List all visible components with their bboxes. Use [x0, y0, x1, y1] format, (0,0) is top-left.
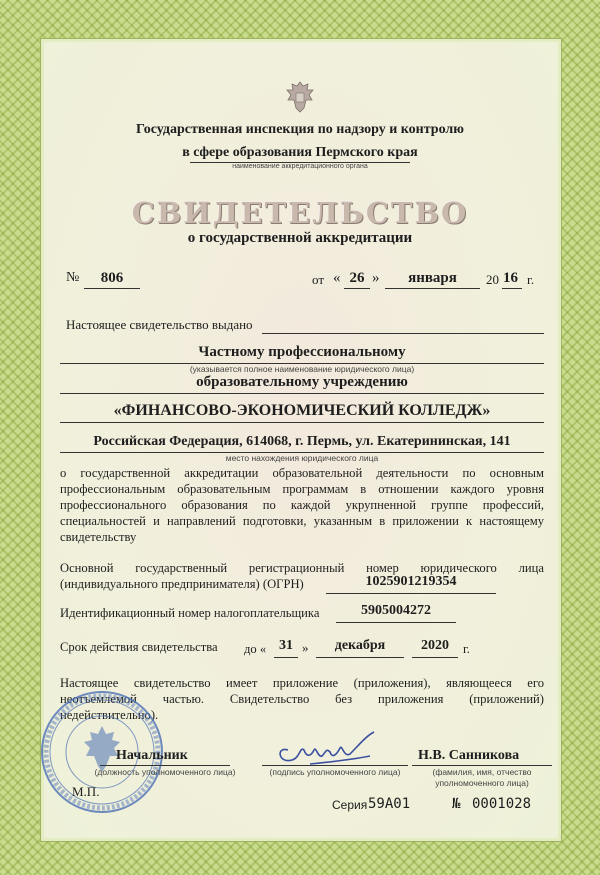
address-caption: место нахождения юридического лица [225, 453, 379, 463]
form-number-label: № [452, 796, 461, 812]
position-caption: (должность уполномоченного лица) [94, 767, 236, 777]
validity-year: 2020 [421, 638, 449, 653]
ogrn-value: 1025901219354 [365, 574, 457, 589]
certificate-number: 806 [100, 270, 124, 286]
appendix-line: недействительно). [60, 708, 159, 722]
name-caption-1: (фамилия, имя, отчество [432, 767, 532, 777]
issue-day: 26 [349, 270, 365, 286]
signer-name: Н.В. Санникова [418, 748, 520, 763]
ogrn-label-1: Основной государственный регистрационный номер юридического лица [60, 561, 544, 575]
number-label: № [66, 270, 80, 285]
date-from-label: от [312, 272, 325, 287]
quote-open: « [333, 270, 341, 286]
name-caption-2: уполномоченного лица) [435, 778, 529, 788]
accreditation-text [60, 465, 544, 545]
series-value: 59А01 [368, 796, 411, 812]
issued-to-label: Настоящее свидетельство выдано [66, 317, 253, 332]
org-name-line1: Государственная инспекция по надзору и контролю [136, 122, 464, 137]
body-line: профессионального образования по каждой укрупненной группе профессий, [60, 498, 544, 512]
signature-caption: (подпись уполномоченного лица) [269, 767, 401, 777]
validity-day: 31 [279, 638, 293, 653]
org-name-1: Частному профессиональному [198, 344, 406, 360]
quote-close: » [372, 270, 380, 286]
org-name-line2: в сфере образования Пермского края [182, 145, 418, 160]
signature-icon [270, 728, 380, 770]
appendix-line: неотъемлемой частью. Свидетельство без приложения (приложений) [60, 692, 544, 706]
signer-position: Начальник [116, 748, 188, 763]
org-address: Российская Федерация, 614068, г. Пермь, ул. Екатерининская, 141 [93, 434, 511, 449]
seal-place-label: М.П. [72, 784, 100, 799]
body-line: свидетельству [60, 530, 137, 544]
validity-month: декабря [334, 638, 386, 653]
body-line: о государственной аккредитации образовательной деятельности по основным [60, 466, 544, 480]
form-number: 0001028 [472, 796, 532, 812]
year-prefix: 20 [486, 272, 499, 287]
validity-year-unit: г. [463, 642, 470, 656]
inn-label: Идентификационный номер налогоплательщика [60, 606, 320, 620]
year-suffix: 16 [503, 270, 518, 286]
issue-month: января [408, 270, 457, 286]
org-caption: наименование аккредитационного органа [232, 163, 368, 170]
org-name-caption: (указывается полное наименование юридического лица) [189, 364, 415, 374]
validity-to-label: до « [244, 642, 267, 656]
org-name-2: образовательному учреждению [196, 374, 408, 390]
org-name-3: «ФИНАНСОВО-ЭКОНОМИЧЕСКИЙ КОЛЛЕДЖ» [113, 402, 491, 419]
validity-label: Срок действия свидетельства [60, 640, 218, 654]
validity-quote-close: » [302, 640, 309, 655]
document-title: СВИДЕТЕЛЬСТВО [131, 196, 469, 230]
series-label: Серия [332, 798, 368, 812]
appendix-line: Настоящее свидетельство имеет приложение (приложения), являющееся его [60, 676, 544, 690]
year-unit: г. [527, 272, 535, 287]
document-subtitle: о государственной аккредитации [187, 230, 413, 246]
body-line: профессиональным образовательным программам в отношении каждого уровня [60, 482, 544, 496]
inn-value: 5905004272 [361, 603, 431, 618]
ogrn-label-2: (индивидуального предпринимателя) (ОГРН) [60, 577, 304, 591]
coat-of-arms-icon [280, 78, 320, 118]
body-line: специальностей и направлений подготовки, указанным в приложении к настоящему [60, 514, 544, 528]
